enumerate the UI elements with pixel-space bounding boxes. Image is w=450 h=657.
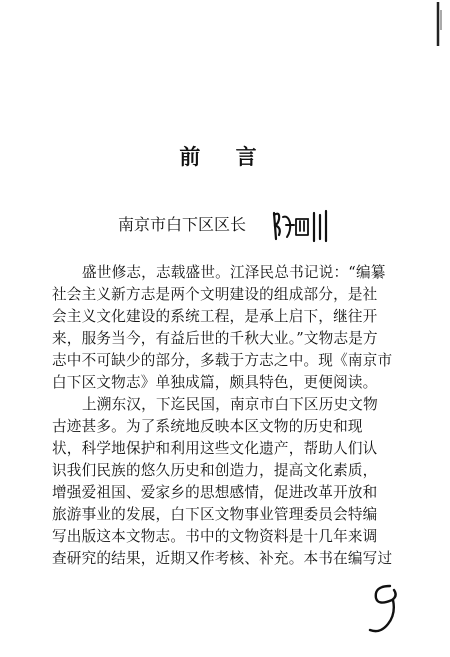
handwritten-signature [270, 205, 332, 245]
page-title: 前 言 [179, 145, 271, 169]
text-line: 旅游事业的发展，白下区文物事业管理委员会特编 [52, 506, 378, 523]
text-line: 盛世修志，志载盛世。江泽民总书记说：“编纂 [82, 264, 386, 281]
text-line: 写出版这本文物志。书中的文物资料是十几年来调 [52, 528, 378, 545]
text-line: 白下区文物志》单独成篇，颇具特色，更便阅读。 [52, 374, 378, 391]
handwritten-page-mark [360, 580, 408, 640]
text-line: 识我们民族的悠久历史和创造力，提高文化素质， [52, 462, 378, 479]
preface-body [52, 262, 402, 570]
text-line: 状，科学地保护和利用这些文化遗产，帮助人们认 [52, 440, 378, 457]
text-line: 增强爱祖国、爱家乡的思想感情，促进改革开放和 [52, 484, 378, 501]
text-line: 来，服务当今，有益后世的千秋大业。”文物志是方 [52, 330, 378, 347]
text-line: 会主义文化建设的系统工程，是承上启下，继往开 [52, 308, 378, 325]
text-line: 古迹甚多。为了系统地反映本区文物的历史和现 [52, 418, 363, 435]
binding-edge-mark [430, 0, 446, 48]
author-byline: 南京市白下区区长 [118, 215, 247, 234]
text-line: 社会主义新方志是两个文明建设的组成部分，是社 [52, 286, 378, 303]
text-line: 志中不可缺少的部分，多载于方志之中。现《南京市 [52, 352, 393, 369]
text-line: 查研究的结果，近期又作考核、补充。本书在编写过 [52, 550, 393, 567]
text-line: 上溯东汉，下迄民国，南京市白下区历史文物 [82, 396, 378, 413]
